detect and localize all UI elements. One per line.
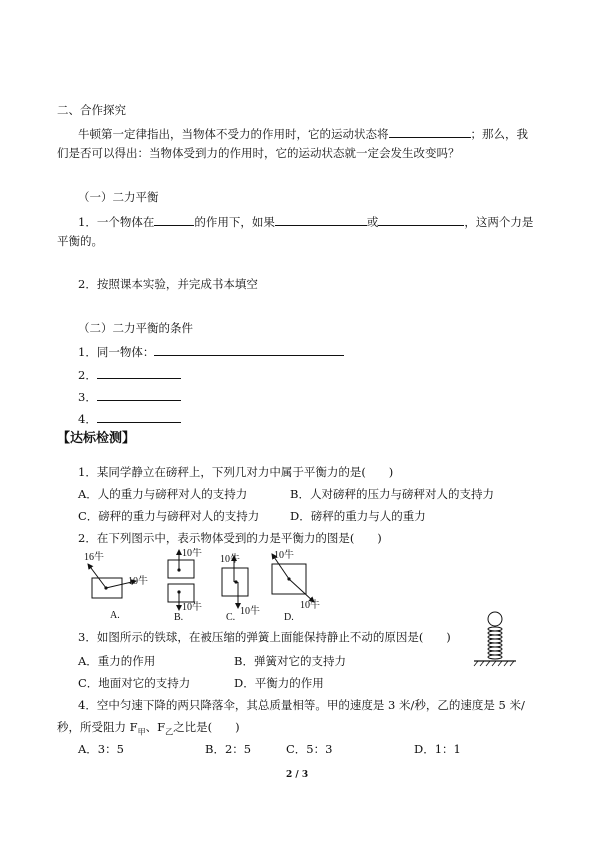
test-title: 【达标检测】: [57, 431, 136, 446]
q4-option-d[interactable]: D．1：1: [414, 742, 461, 756]
q1-text-b: 的作用下，如果: [194, 215, 275, 229]
q1-option-c[interactable]: C．磅秤的重力与磅秤对人的支持力: [78, 509, 260, 523]
condition-2: [78, 366, 181, 382]
answer-blank[interactable]: [97, 388, 181, 401]
answer-blank[interactable]: [154, 213, 194, 226]
condition-label: 2．: [78, 368, 97, 382]
q1-text-a: 1．一个物体在: [78, 215, 155, 229]
part2-title: （二）二力平衡的条件: [78, 321, 193, 335]
q4-option-c[interactable]: C．5：3: [286, 742, 333, 756]
answer-blank[interactable]: [154, 343, 344, 356]
part1-q2: 2．按照课本实验，并完成书本填空: [78, 277, 258, 291]
force-label-10: 10牛: [182, 602, 202, 613]
q4-text: 、F: [145, 720, 166, 734]
part1-q1-line: [78, 213, 533, 229]
force-label-10: 10牛: [182, 548, 202, 559]
test-q4-line2: [57, 720, 240, 739]
force-label-10: 10牛: [128, 576, 148, 587]
q4-sub-jia: 甲: [137, 727, 146, 737]
force-label-10: 10牛: [220, 554, 240, 565]
q4-text: 秒，所受阻力 F: [57, 720, 138, 734]
answer-blank[interactable]: [275, 213, 367, 226]
condition-3: [78, 388, 181, 404]
q1-option-d[interactable]: D．磅秤的重力与人的重力: [290, 509, 426, 523]
condition-4: [78, 410, 181, 426]
intro-text-b: ；那么，我: [470, 127, 528, 141]
answer-blank[interactable]: [389, 125, 471, 138]
force-label-10: 10牛: [274, 550, 294, 561]
q1-option-a[interactable]: A．人的重力与磅秤对人的支持力: [78, 487, 248, 501]
force-label-10: 10牛: [240, 606, 260, 617]
q4-sub-yi: 乙: [165, 727, 174, 737]
diagram-label-d: D.: [284, 612, 294, 623]
force-label-16: 16牛: [84, 552, 104, 563]
spring-icon: [488, 627, 502, 659]
diagram-c[interactable]: [220, 552, 260, 623]
force-diagrams: [76, 548, 336, 626]
q3-option-c[interactable]: C．地面对它的支持力: [78, 676, 191, 690]
q4-option-b[interactable]: B．2：5: [205, 742, 252, 756]
part1-q1-end: 平衡的。: [57, 234, 103, 248]
condition-label: 3．: [78, 390, 97, 404]
q3-option-a[interactable]: A．重力的作用: [78, 654, 156, 668]
q4-option-a[interactable]: A．3：5: [78, 742, 124, 756]
test-q2: 2．在下列图示中，表示物体受到的力是平衡力的图是( ): [78, 531, 382, 545]
diagram-label-a: A.: [110, 610, 120, 621]
test-q3: 3．如图所示的铁球，在被压缩的弹簧上面能保持静止不动的原因是( ): [78, 630, 451, 644]
diagram-b[interactable]: [168, 548, 202, 623]
diagram-label-b: B.: [174, 612, 184, 623]
q4-text: 之比是( ): [173, 720, 240, 734]
q1-text-d: ，这两个力是: [464, 215, 534, 229]
answer-blank[interactable]: [97, 410, 181, 423]
test-q4-line1: 4．空中匀速下降的两只降落伞，其总质量相等。甲的速度是 3 米/秒，乙的速度是 5 米/: [78, 698, 525, 712]
section-title: 二、合作探究: [57, 103, 126, 117]
condition-label: 1．同一物体：: [78, 345, 155, 359]
diagram-d[interactable]: [272, 548, 320, 623]
diagram-label-c: C.: [226, 612, 236, 623]
force-label-10: 10牛: [300, 600, 320, 611]
q1-text-c: 或: [366, 215, 379, 229]
test-q1: 1．某同学静立在磅秤上，下列几对力中属于平衡力的是( ): [78, 465, 394, 479]
diagram-a[interactable]: [84, 550, 148, 621]
q3-option-d[interactable]: D．平衡力的作用: [234, 676, 324, 690]
condition-label: 4．: [78, 412, 97, 426]
condition-1: [78, 343, 344, 359]
ground-hatch: [474, 661, 514, 666]
intro-text-a: 牛顿第一定律指出，当物体不受力的作用时，它的运动状态将: [78, 127, 389, 141]
intro-line-1: [78, 125, 528, 141]
spring-ball-figure: [470, 610, 520, 674]
q1-option-b[interactable]: B．人对磅秤的压力与磅秤对人的支持力: [290, 487, 494, 501]
answer-blank[interactable]: [97, 366, 181, 379]
page-number: 2 / 3: [286, 770, 309, 780]
answer-blank[interactable]: [378, 213, 464, 226]
intro-line-2: 们是否可以得出：当物体受到力的作用时，它的运动状态就一定会发生改变吗？: [57, 146, 460, 160]
q3-option-b[interactable]: B．弹簧对它的支持力: [234, 654, 346, 668]
part1-title: （一）二力平衡: [78, 190, 159, 204]
